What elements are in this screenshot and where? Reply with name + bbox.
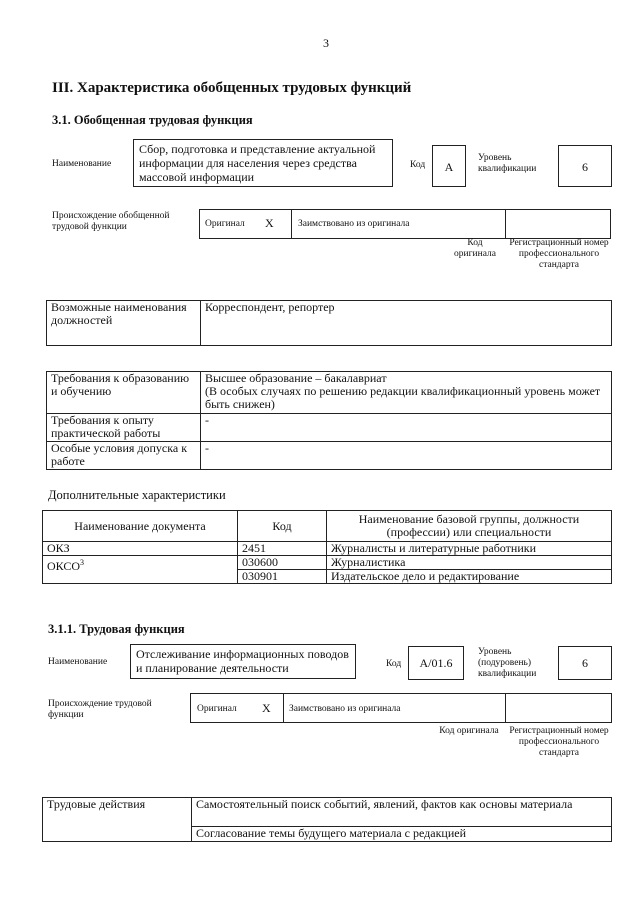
- possible-names-value: Корреспондент, репортер: [201, 301, 612, 346]
- requirements-table: [46, 371, 612, 470]
- extra-heading: Дополнительные характеристики: [48, 488, 226, 502]
- gtf-heading: 3.1. Обобщенная трудовая функция: [52, 113, 253, 127]
- tf-borrowed-label: Заимствовано из оригинала: [289, 704, 401, 714]
- extra-name: Журналистика: [327, 556, 612, 570]
- gtf-original-label: Оригинал: [205, 219, 245, 229]
- tf-code-label: Код: [386, 659, 402, 669]
- gtf-reg-number-label: Регистрационный номер профессионального стандарта: [509, 238, 609, 270]
- labor-actions-table: [42, 797, 612, 842]
- tf-origin-box: [190, 693, 612, 723]
- requirement-conditions-label: Особые условия допуска к работе: [47, 442, 201, 470]
- gtf-original-mark: Х: [265, 216, 274, 230]
- extra-header-code: Код: [238, 511, 327, 542]
- page-number: 3: [323, 36, 329, 50]
- extra-name: Журналисты и литературные работники: [327, 542, 612, 556]
- requirement-education-label: Требования к образованию и обучению: [47, 372, 201, 414]
- tf-code-original-label: Код оригинала: [439, 726, 499, 736]
- tf-original-label: Оригинал: [197, 704, 237, 714]
- tf-heading: 3.1.1. Трудовая функция: [48, 622, 185, 636]
- tf-code-value: А/01.6: [408, 646, 464, 680]
- possible-names-table: [46, 300, 612, 346]
- divider: [283, 693, 284, 723]
- divider: [291, 209, 292, 239]
- table-row: [43, 542, 612, 556]
- labor-action-item: Самостоятельный поиск событий, явлений, фактов как основы материала: [192, 798, 612, 827]
- extra-doc-text: ОКСО: [47, 559, 81, 573]
- requirement-education-value: Высшее образование – бакалавриат (В особых случаях по решению редакции квалификационный уровень может быть снижен): [201, 372, 612, 414]
- tf-name-value: Отслеживание информационных поводов и планирование деятельности: [130, 644, 356, 679]
- requirement-conditions-value: -: [201, 442, 612, 470]
- divider: [505, 209, 506, 239]
- extra-code: 030901: [238, 570, 327, 584]
- gtf-code-value: А: [432, 145, 466, 187]
- tf-reg-number-label: Регистрационный номер профессионального стандарта: [509, 726, 609, 758]
- extra-code: 030600: [238, 556, 327, 570]
- labor-actions-label: Трудовые действия: [43, 798, 192, 842]
- table-row: [43, 556, 612, 570]
- footnote-mark: 3: [80, 558, 85, 567]
- gtf-name-value: Сбор, подготовка и представление актуальной информации для населения через средства массовой информации: [133, 139, 393, 187]
- tf-origin-label: Происхождение трудовой функции: [48, 699, 152, 720]
- gtf-level-label: Уровень квалификации: [478, 153, 537, 174]
- extra-table: [42, 510, 612, 584]
- extra-doc: [43, 556, 238, 584]
- extra-doc: ОКЗ: [43, 542, 238, 556]
- gtf-name-label: Наименование: [52, 159, 112, 169]
- requirement-experience-value: -: [201, 414, 612, 442]
- requirement-experience-label: Требования к опыту практической работы: [47, 414, 201, 442]
- gtf-code-label: Код: [410, 160, 426, 170]
- divider: [505, 693, 506, 723]
- gtf-code-original-label: Код оригинала: [454, 238, 496, 259]
- gtf-level-value: 6: [558, 145, 612, 187]
- gtf-origin-label: Происхождение обобщенной трудовой функции: [52, 211, 170, 232]
- extra-code: 2451: [238, 542, 327, 556]
- gtf-borrowed-label: Заимствовано из оригинала: [298, 219, 410, 229]
- tf-original-mark: Х: [262, 701, 271, 715]
- extra-header-name: Наименование базовой группы, должности (профессии) или специальности: [327, 511, 612, 542]
- tf-name-label: Наименование: [48, 657, 108, 667]
- extra-header-doc: Наименование документа: [43, 511, 238, 542]
- tf-level-value: 6: [558, 646, 612, 680]
- labor-action-item: Согласование темы будущего материала с редакцией: [192, 827, 612, 842]
- possible-names-label: Возможные наименования должностей: [47, 301, 201, 346]
- extra-name: Издательское дело и редактирование: [327, 570, 612, 584]
- tf-level-label: Уровень (подуровень) квалификации: [478, 647, 537, 679]
- section-title: III. Характеристика обобщенных трудовых функций: [52, 80, 412, 96]
